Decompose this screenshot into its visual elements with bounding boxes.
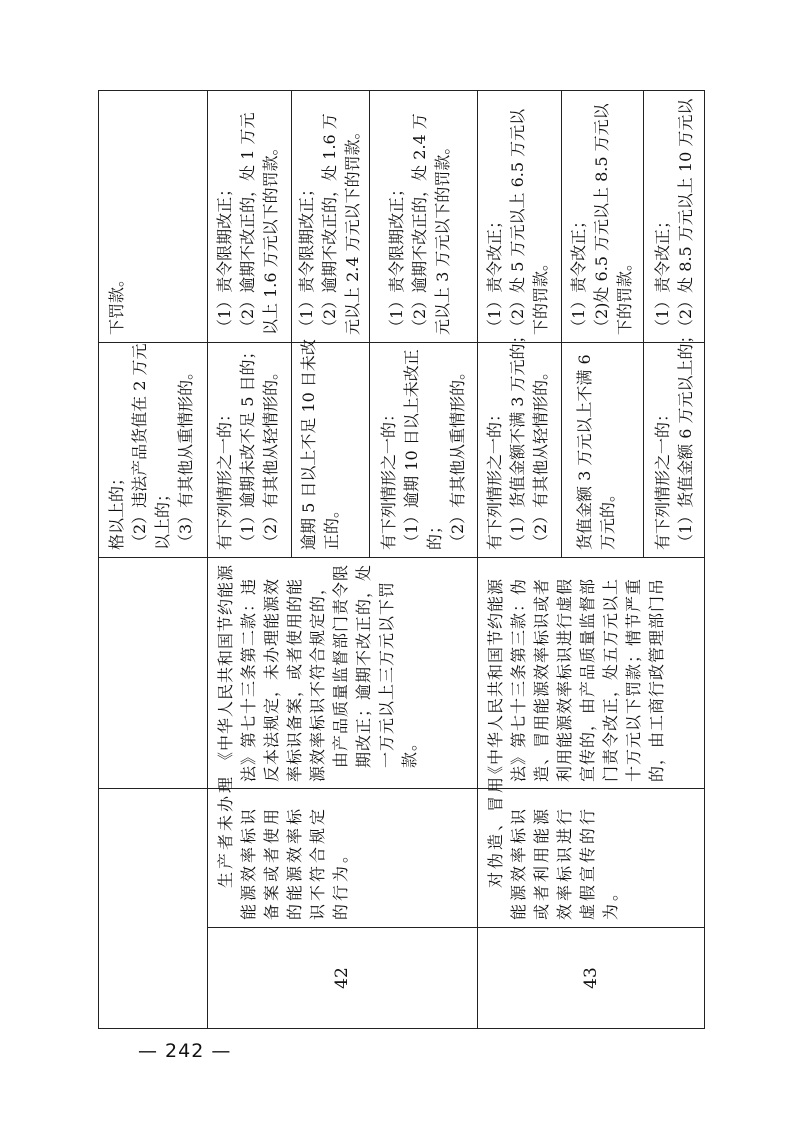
text-line: （1）逾期 10 日以上未改正 <box>402 349 421 550</box>
tier-divider <box>291 91 292 558</box>
text-line: 能源效率标识 <box>509 805 528 920</box>
text-line: 率标识备案，或者使用的能 <box>285 577 304 782</box>
row-divider <box>207 91 208 1028</box>
text-line: 门责令改正，处五万元以上 <box>601 577 620 782</box>
row-number: 42 <box>331 967 352 989</box>
text-line: 法》第七十三条第二款：违 <box>239 577 258 782</box>
tier-penalty-43-1 <box>483 95 552 335</box>
text-line: 以上的； <box>153 485 172 550</box>
legal-basis-cell-43 <box>484 560 668 782</box>
text-line: （1）货值金额不满 3 万元的； <box>508 327 527 550</box>
text-line: （1）责令改正； <box>569 212 588 335</box>
text-line: （1）货值金额 6 万元以上的； <box>676 327 695 550</box>
text-line: 虚假宣传的行 <box>578 805 597 920</box>
text-line: 下罚款。 <box>107 270 126 335</box>
text-line: 万元的。 <box>598 485 617 550</box>
text-line: 逾期 5 日以上不足 10 日未改 <box>299 339 318 550</box>
tier-divider <box>643 91 644 558</box>
text-line: （3）有其他从重情形的。 <box>176 363 195 550</box>
text-line: （2）逾期不改正的，处 2.4 万 <box>410 113 429 335</box>
text-line: 有下列情形之一的： <box>485 405 504 550</box>
text-line: 能源效率标识 <box>239 805 258 920</box>
tier-condition-43-3 <box>651 327 697 550</box>
column-divider <box>99 342 704 343</box>
tier-penalty-42-3 <box>385 95 454 335</box>
text-line: 元以上 3 万元以下的罚款。 <box>433 138 452 335</box>
text-line: 一万元以上三万元以下罚 <box>377 580 396 768</box>
text-line: （1）责令限期改正； <box>215 180 234 335</box>
continued-condition-cell <box>105 345 197 550</box>
text-line: （2）有其他从轻情形的。 <box>261 363 280 550</box>
text-line: 的，由工商行政管理部门吊 <box>647 577 666 782</box>
tier-condition-42-2 <box>297 339 343 550</box>
text-line: 格以上的； <box>107 469 126 550</box>
column-divider <box>99 557 704 558</box>
text-line: 对伪造、冒用 <box>486 773 505 888</box>
text-line: （1）逾期未改不足 5 日的； <box>238 343 257 550</box>
text-line: 元以上 2.4 万元以下的罚款。 <box>343 123 362 335</box>
row-number-42 <box>207 928 477 1028</box>
text-line: （2）处 8.5 万元以上 10 万元以 <box>676 98 695 335</box>
text-line: 效率标识进行 <box>555 805 574 920</box>
column-divider <box>99 788 704 789</box>
page-number: — 242 — <box>138 1040 232 1062</box>
continued-penalty-cell <box>105 95 128 335</box>
rotated-page-content <box>98 90 705 1029</box>
text-line: 有下列情形之一的： <box>379 405 398 550</box>
behavior-cell-42 <box>214 773 352 920</box>
text-line: 生产者未办理 <box>216 773 235 888</box>
text-line: （2）违法产品货值在 2 万元 <box>130 343 149 550</box>
text-line: 识不符合规定 <box>308 805 327 920</box>
row-number-43 <box>477 928 705 1028</box>
text-line: 款。 <box>400 733 419 768</box>
text-line: 的； <box>425 517 444 550</box>
legal-basis-cell-42 <box>214 560 421 782</box>
tier-penalty-42-1 <box>213 95 282 335</box>
text-line: 期改正；逾期不改正的，处 <box>354 563 373 768</box>
text-line: 备案或者使用 <box>262 805 281 920</box>
text-line: 源效率标识不符合规定的， <box>308 577 327 782</box>
text-line: 造、冒用能源效率标识或者 <box>532 577 551 782</box>
text-line: 有下列情形之一的： <box>215 405 234 550</box>
behavior-cell-43 <box>484 773 622 920</box>
text-line: 下的罚款。 <box>531 254 550 335</box>
text-line: 十万元以下罚款；情节严重 <box>624 577 643 782</box>
text-line: 宣传的，由产品质量监督部 <box>578 577 597 782</box>
text-line: 利用能源效率标识进行虚假 <box>555 577 574 782</box>
text-line: （2)处 6.5 万元以上 8.5 万元以 <box>592 103 611 335</box>
text-line: 反本法规定，未办理能源效 <box>262 577 281 782</box>
tier-penalty-42-2 <box>295 95 364 335</box>
text-line: 《中华人民共和国节约能源 <box>486 577 505 782</box>
text-line: （2）逾期不改正的，处 1 万元 <box>238 112 257 335</box>
text-line: 以上 1.6 万元以下的罚款。 <box>261 139 280 335</box>
text-line: 的行为。 <box>331 843 350 920</box>
tier-condition-42-1 <box>213 345 282 550</box>
text-line: （1）责令限期改正； <box>387 180 406 335</box>
text-line: （1）责令改正； <box>485 212 504 335</box>
tier-penalty-43-3 <box>651 95 697 335</box>
penalty-standard-table <box>98 90 705 1029</box>
text-line: 的能源效率标 <box>285 805 304 920</box>
text-line: 为。 <box>601 881 620 920</box>
text-line: 正的。 <box>322 501 341 550</box>
text-line: 货值金额 3 万元以上不满 6 <box>575 354 594 550</box>
text-line: 《中华人民共和国节约能源 <box>216 563 235 768</box>
text-line: （1）责令改正； <box>653 212 672 335</box>
tier-divider <box>369 91 370 558</box>
text-line: （2）有其他从重情形的。 <box>448 363 467 550</box>
tier-divider <box>561 91 562 558</box>
text-line: 或者利用能源 <box>532 805 551 920</box>
text-line: 下的罚款。 <box>615 254 634 335</box>
text-line: 有下列情形之一的： <box>653 405 672 550</box>
text-line: （2）处 5 万元以上 6.5 万元以 <box>508 108 527 335</box>
text-line: 由产品质量监督部门责令限 <box>331 563 350 768</box>
text-line: （2）有其他从轻情形的。 <box>531 363 550 550</box>
text-line: （2）逾期不改正的，处 1.6 万 <box>320 113 339 335</box>
tier-condition-43-2 <box>573 345 619 550</box>
tier-condition-42-3 <box>377 345 469 550</box>
row-number: 43 <box>580 967 601 989</box>
tier-penalty-43-2 <box>567 95 636 335</box>
text-line: （1）责令限期改正； <box>297 180 316 335</box>
row-divider <box>477 91 478 1028</box>
tier-condition-43-1 <box>483 327 552 550</box>
text-line: 法》第七十三条第三款：伪 <box>509 577 528 782</box>
